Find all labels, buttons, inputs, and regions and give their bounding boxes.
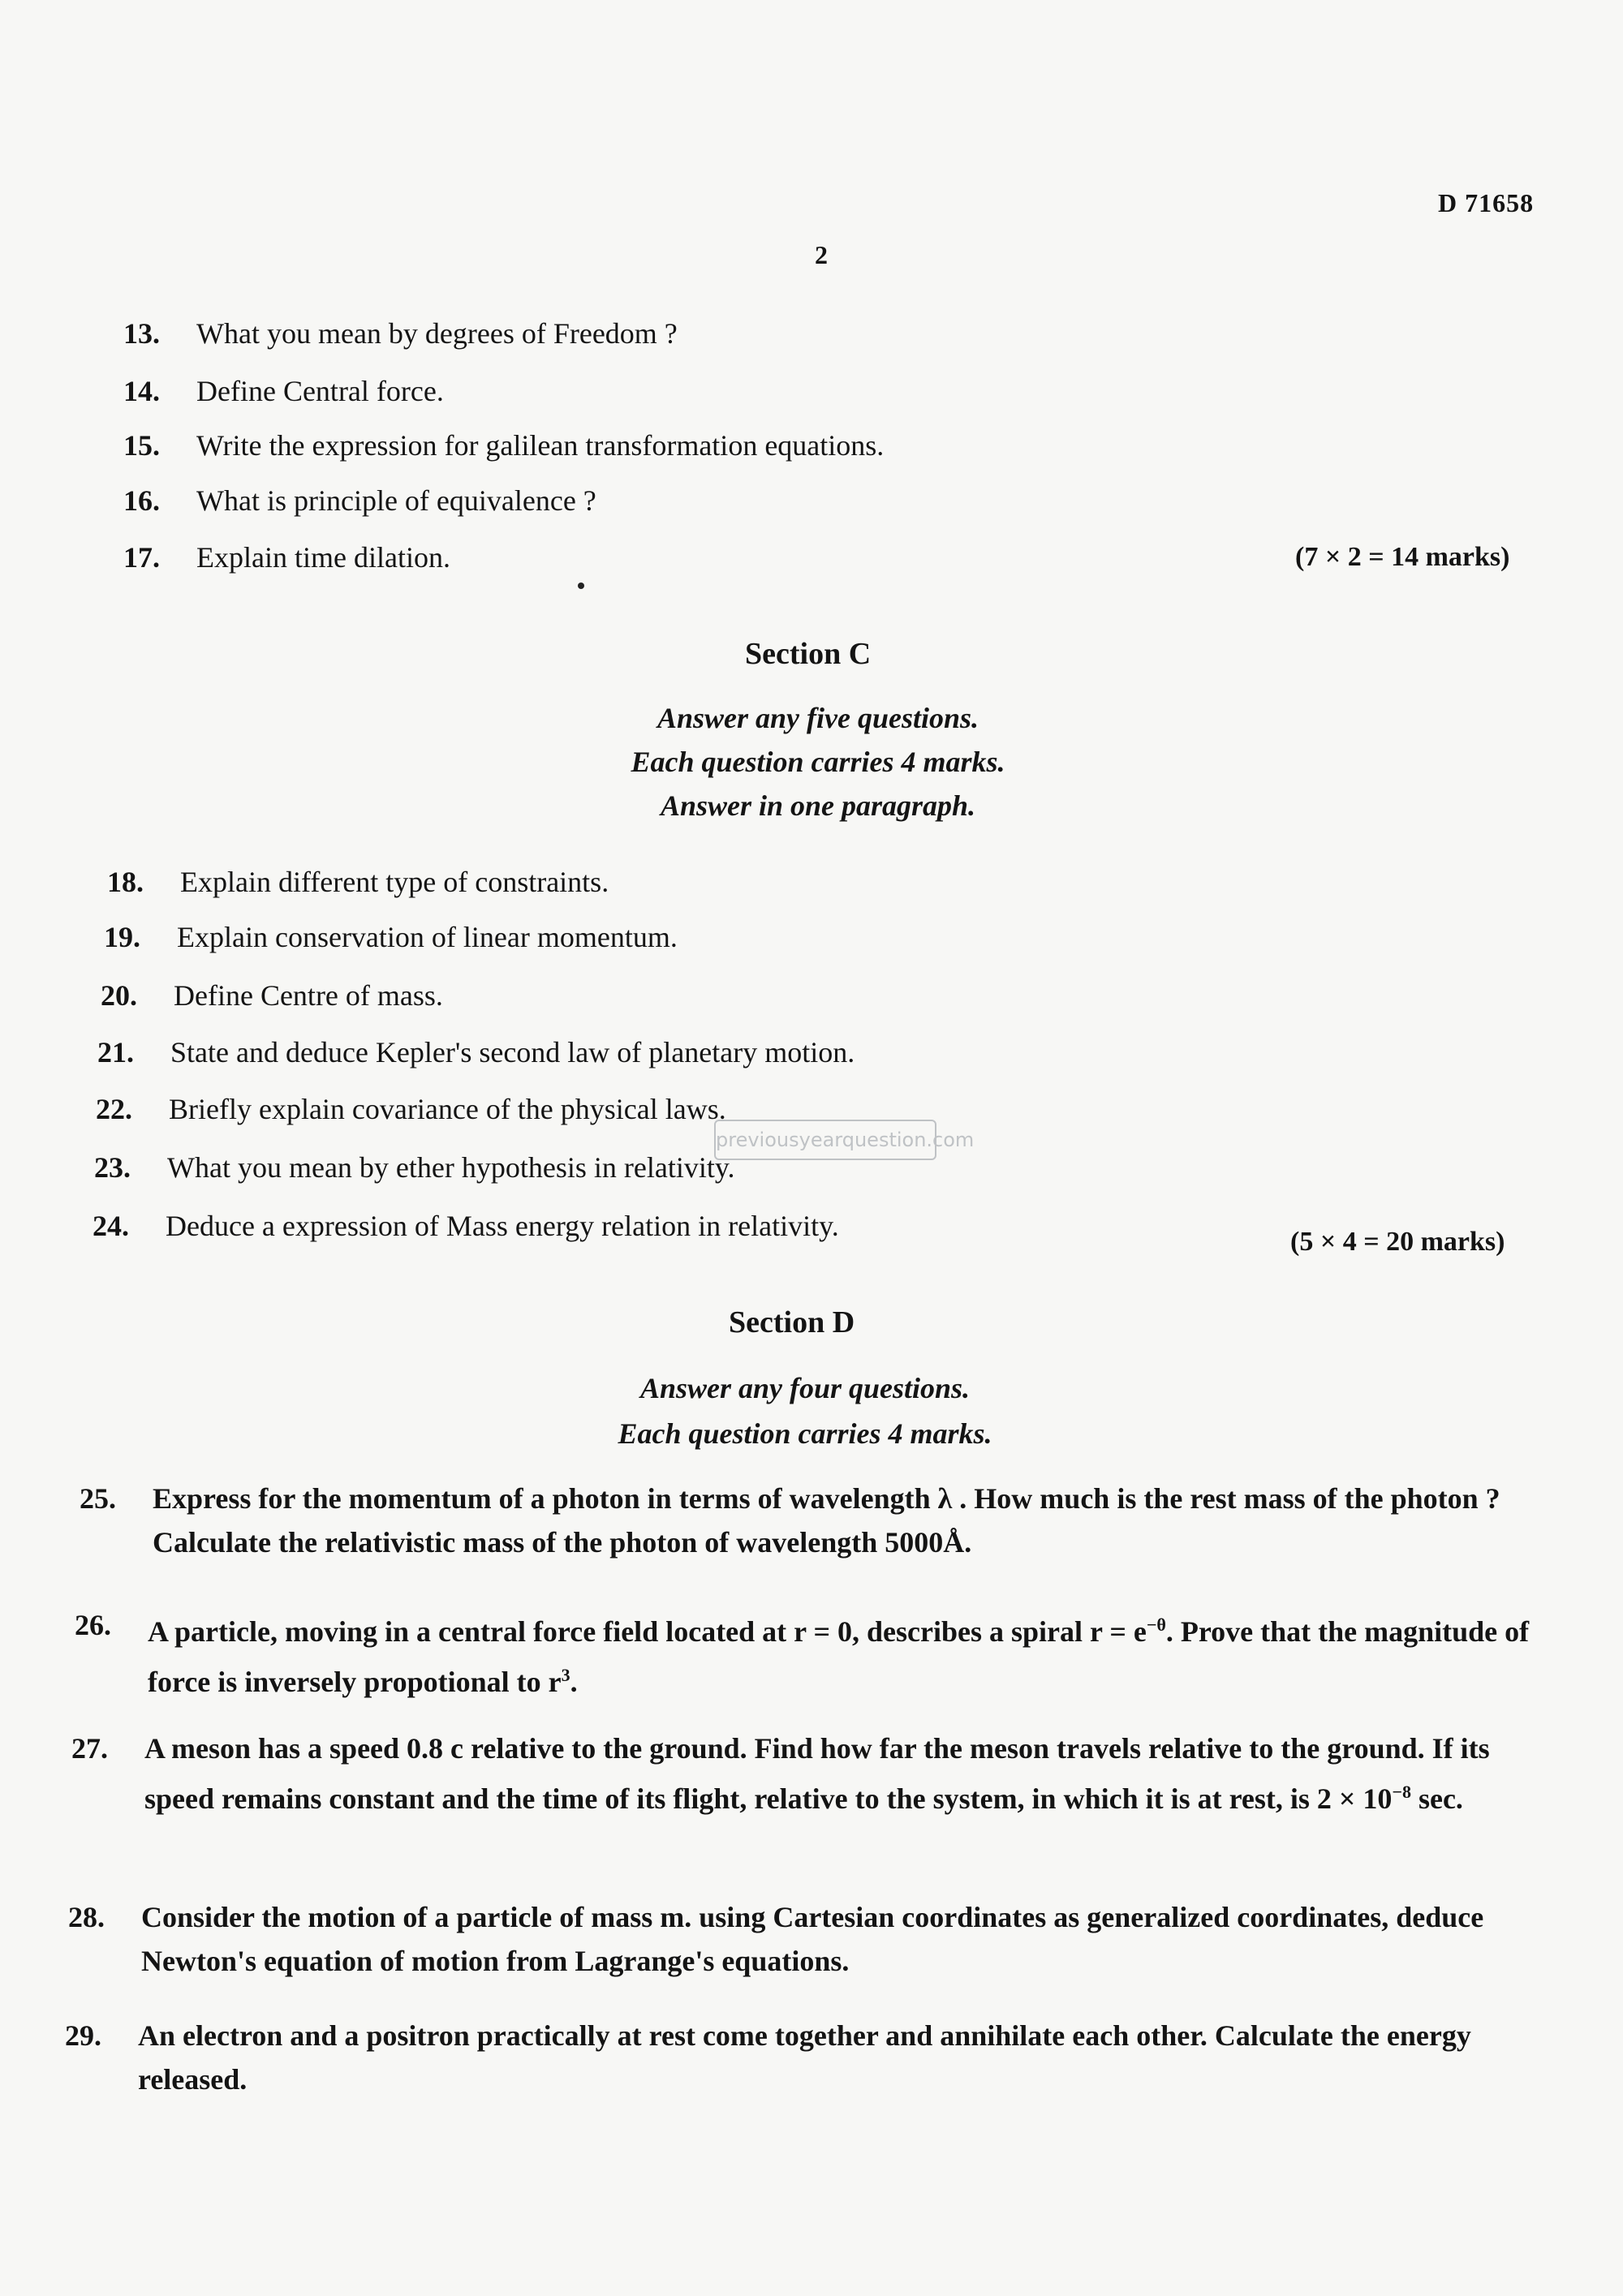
question-22: 22. Briefly explain covariance of the physical laws. bbox=[96, 1093, 726, 1125]
section-b-marks: (7 × 2 = 14 marks) bbox=[1295, 542, 1510, 572]
question-23: 23. What you mean by ether hypothesis in relativity. bbox=[94, 1151, 735, 1184]
section-c-instruction-2: Each question carries 4 marks. bbox=[631, 746, 1005, 778]
question-14: 14. Define Central force. bbox=[123, 375, 444, 407]
question-26: 26. A particle, moving in a central force field located at r = 0, describes a spiral $r = e^{-\theta}$. Prove that the magnitude of force is inversely propotional to $r^3$. bbox=[75, 1609, 1530, 1698]
question-25: 25. Express for the momentum of a photon in terms of wavelength λ . How much is the rest mass of the photon ? Calculate the relativistic mass of the photon of wavelength 5000Å. bbox=[80, 1482, 1500, 1559]
section-d-title: Section D bbox=[729, 1305, 855, 1339]
section-c-instruction-3: Answer in one paragraph. bbox=[660, 789, 976, 822]
section-c-title: Section C bbox=[745, 637, 872, 671]
question-21: 21. State and deduce Kepler's second law of planetary motion. bbox=[97, 1036, 855, 1068]
watermark: previousyearquestion.com bbox=[714, 1120, 936, 1160]
question-17: 17. Explain time dilation. bbox=[123, 541, 450, 574]
question-19: 19. Explain conservation of linear momentum. bbox=[104, 921, 678, 953]
section-c-instruction-1: Answer any five questions. bbox=[657, 702, 979, 734]
question-29: 29. An electron and a positron practically at rest come together and annihilate each other. Calculate the energy released. bbox=[65, 2019, 1471, 2096]
section-d-instruction-2: Each question carries 4 marks. bbox=[618, 1417, 992, 1450]
question-18: 18. Explain different type of constraints. bbox=[107, 866, 609, 898]
paper-code: D 71658 bbox=[1438, 188, 1535, 217]
section-d-instruction-1: Answer any four questions. bbox=[639, 1372, 971, 1404]
question-24: 24. Deduce a expression of Mass energy relation in relativity. bbox=[93, 1210, 839, 1242]
question-16: 16. What is principle of equivalence ? bbox=[123, 484, 596, 517]
page-number: 2 bbox=[815, 240, 828, 269]
section-c-marks: (5 × 4 = 20 marks) bbox=[1290, 1227, 1505, 1257]
question-15: 15. Write the expression for galilean transformation equations. bbox=[123, 429, 885, 462]
question-28: 28. Consider the motion of a particle of mass m. using Cartesian coordinates as generalized coordinates, deduce Newton's equation of motion from Lagrange's equations. bbox=[68, 1901, 1484, 1977]
scan-dot bbox=[578, 583, 584, 589]
question-13: 13. What you mean by degrees of Freedom ? bbox=[123, 317, 678, 350]
question-20: 20. Define Centre of mass. bbox=[101, 979, 443, 1012]
question-27: 27. A meson has a speed 0.8 c relative to the ground. Find how far the meson travels relative to the ground. If its speed remains constant and the time of its flight, relative to the system, in which it is at rest, is $2 \times 10^{-8}$ sec. bbox=[71, 1732, 1490, 1815]
